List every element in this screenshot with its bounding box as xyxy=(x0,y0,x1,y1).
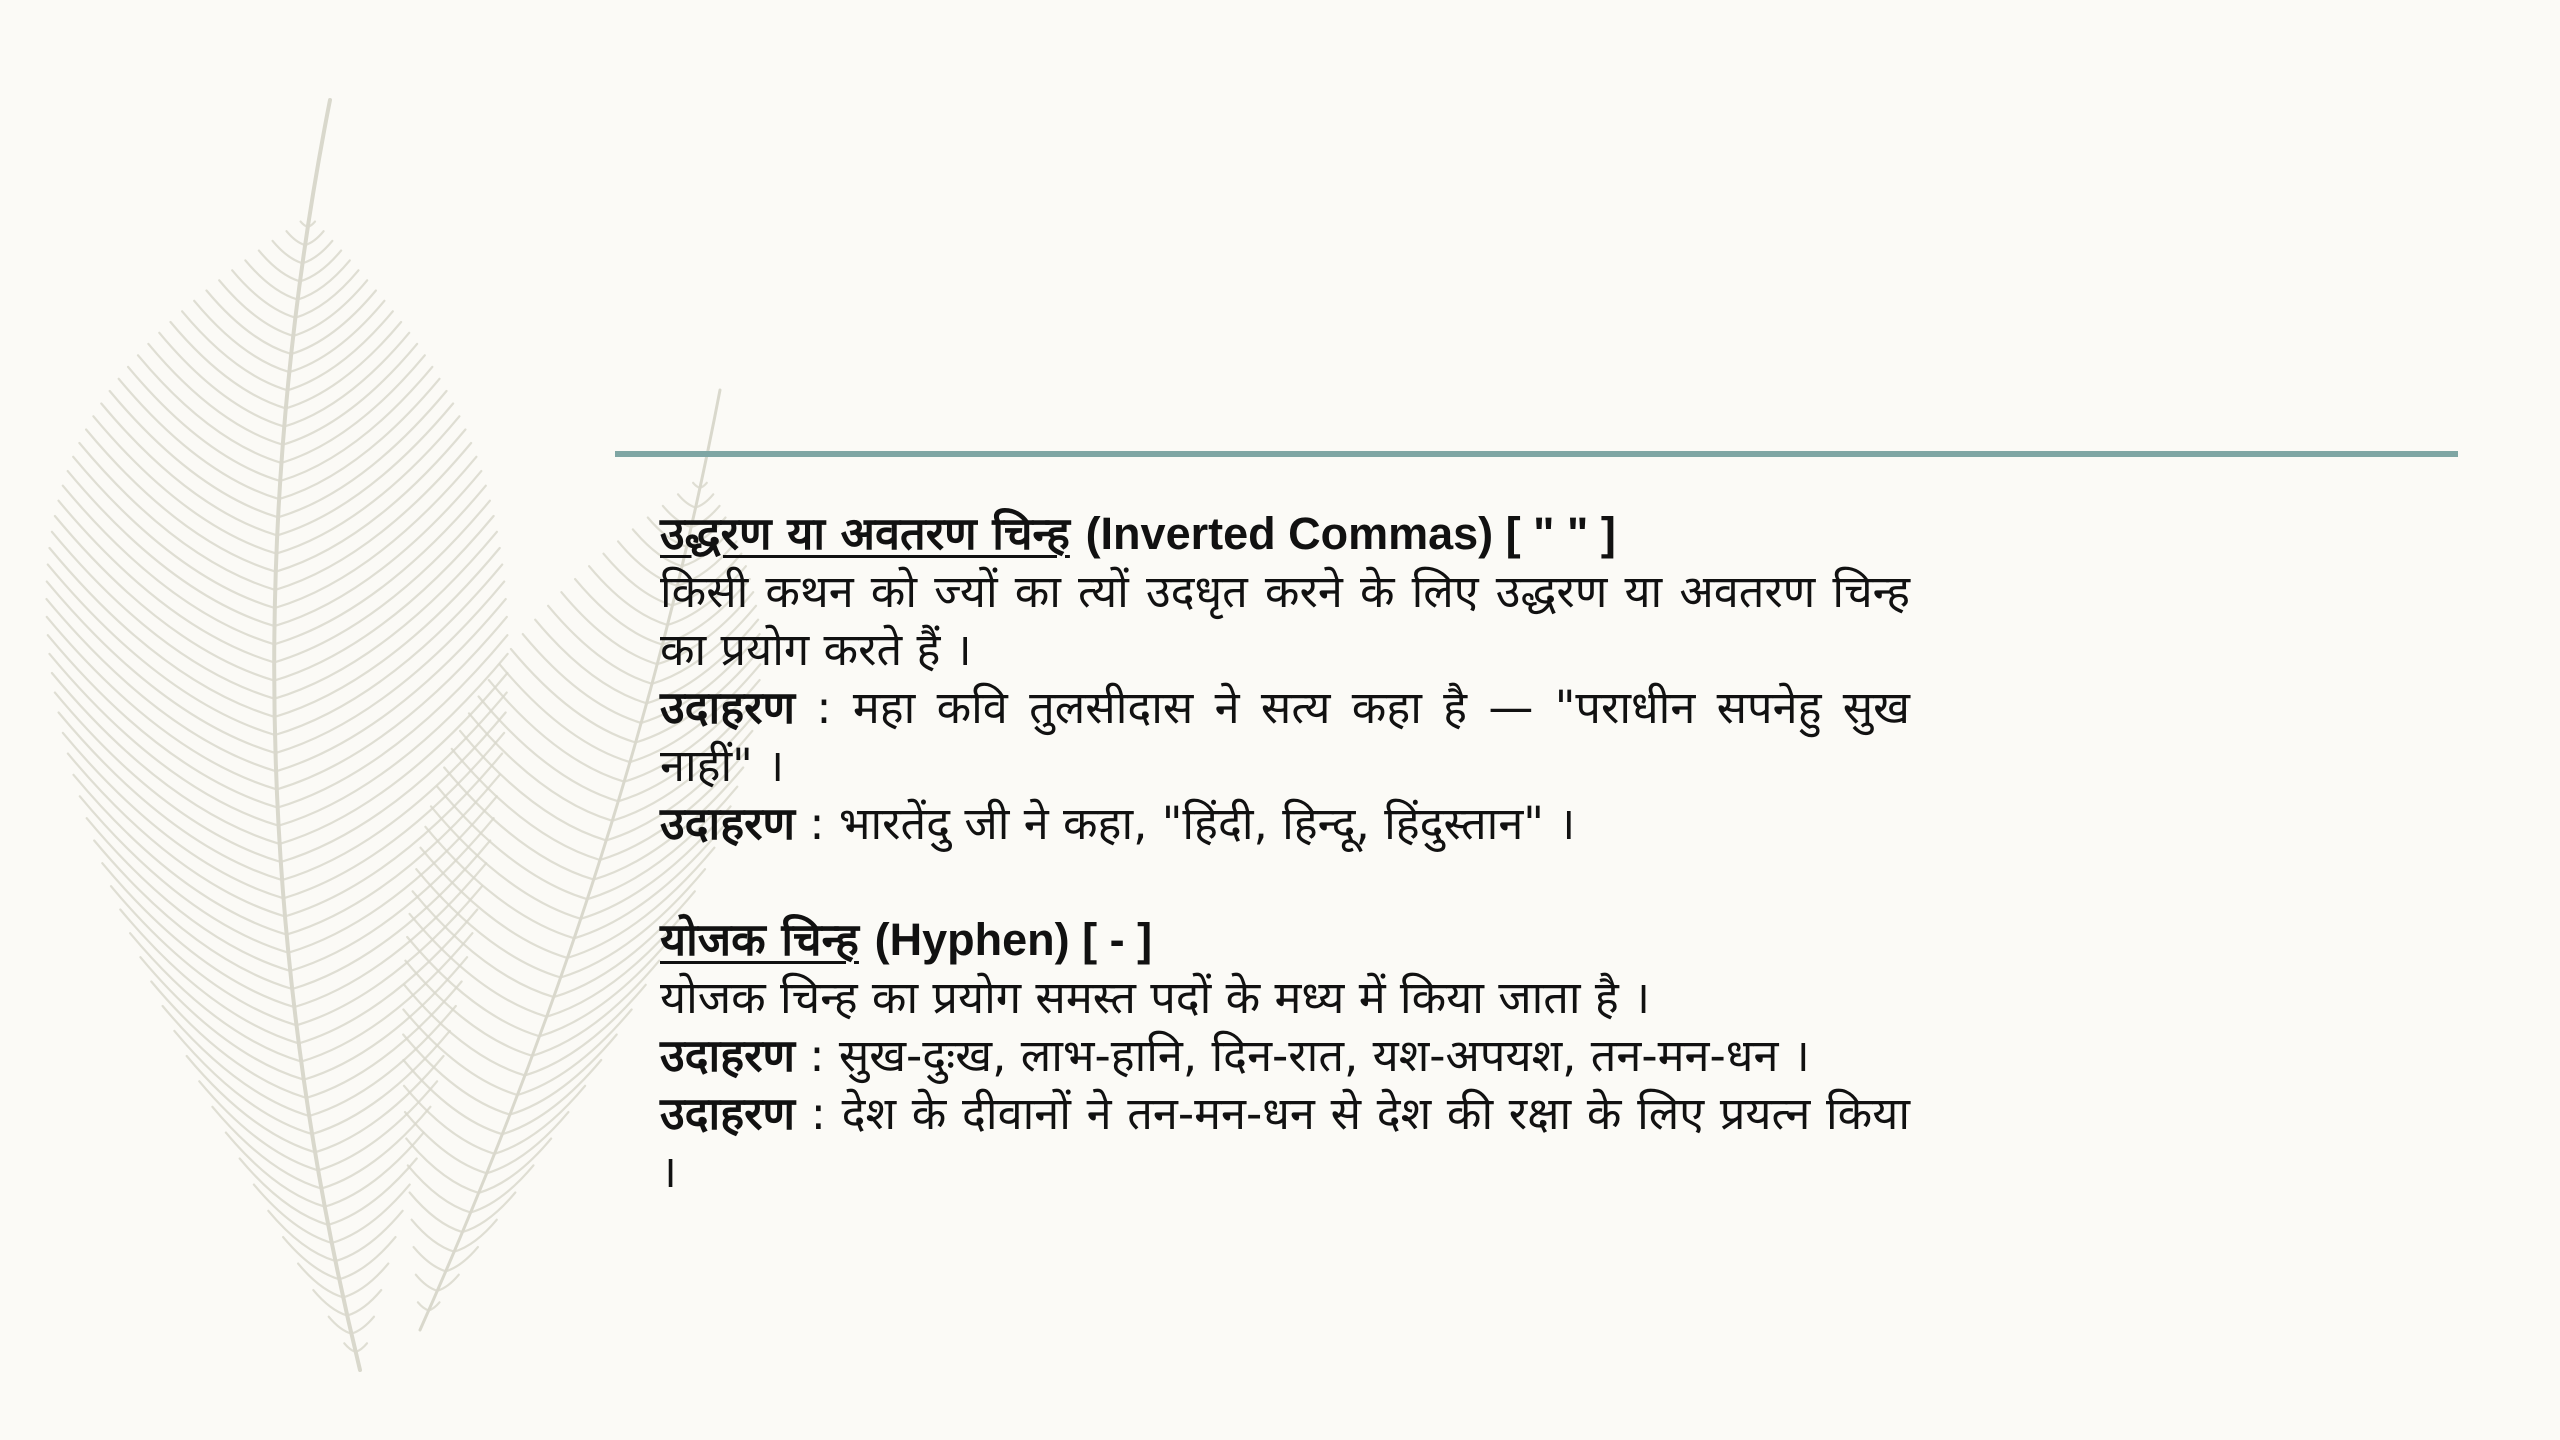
example-line xyxy=(660,679,1910,795)
example-text: : देश के दीवानों ने तन-मन-धन से देश की रक्षा के लिए प्रयत्न किया । xyxy=(660,1087,1910,1198)
section-description: किसी कथन को ज्यों का त्यों उदधृत करने के लिए उद्धरण या अवतरण चिन्ह का प्रयोग करते हैं । xyxy=(660,565,1910,676)
example-line xyxy=(660,795,1910,853)
example-text: : महा कवि तुलसीदास ने सत्य कहा है — "पराधीन सपनेहु सुख नाहीं" । xyxy=(660,681,1910,792)
slide-content xyxy=(660,505,1910,1201)
example-label: उदाहरण xyxy=(660,681,796,734)
section-description: योजक चिन्ह का प्रयोग समस्त पदों के मध्य में किया जाता है । xyxy=(660,971,1651,1024)
section-heading xyxy=(660,911,1910,969)
section-heading xyxy=(660,505,1910,563)
section-inverted-commas xyxy=(660,505,1910,853)
heading-hindi: उद्धरण या अवतरण चिन्ह xyxy=(660,507,1070,560)
heading-hindi: योजक चिन्ह xyxy=(660,913,859,966)
section-hyphen xyxy=(660,911,1910,1201)
top-rule xyxy=(615,451,2458,457)
example-label: उदाहरण xyxy=(660,797,796,850)
example-line xyxy=(660,1027,1910,1085)
example-line xyxy=(660,1085,1910,1201)
heading-english: (Inverted Commas) [ " " ] xyxy=(1085,508,1616,559)
example-text: : भारतेंदु जी ने कहा, "हिंदी, हिन्दू, हिंदुस्तान" । xyxy=(795,797,1576,850)
example-text: : सुख-दुःख, लाभ-हानि, दिन-रात, यश-अपयश, तन-मन-धन । xyxy=(795,1029,1810,1082)
example-label: उदाहरण xyxy=(660,1029,796,1082)
section-spacer xyxy=(660,853,1910,911)
example-label: उदाहरण xyxy=(660,1087,796,1140)
heading-english: (Hyphen) [ - ] xyxy=(874,914,1153,965)
